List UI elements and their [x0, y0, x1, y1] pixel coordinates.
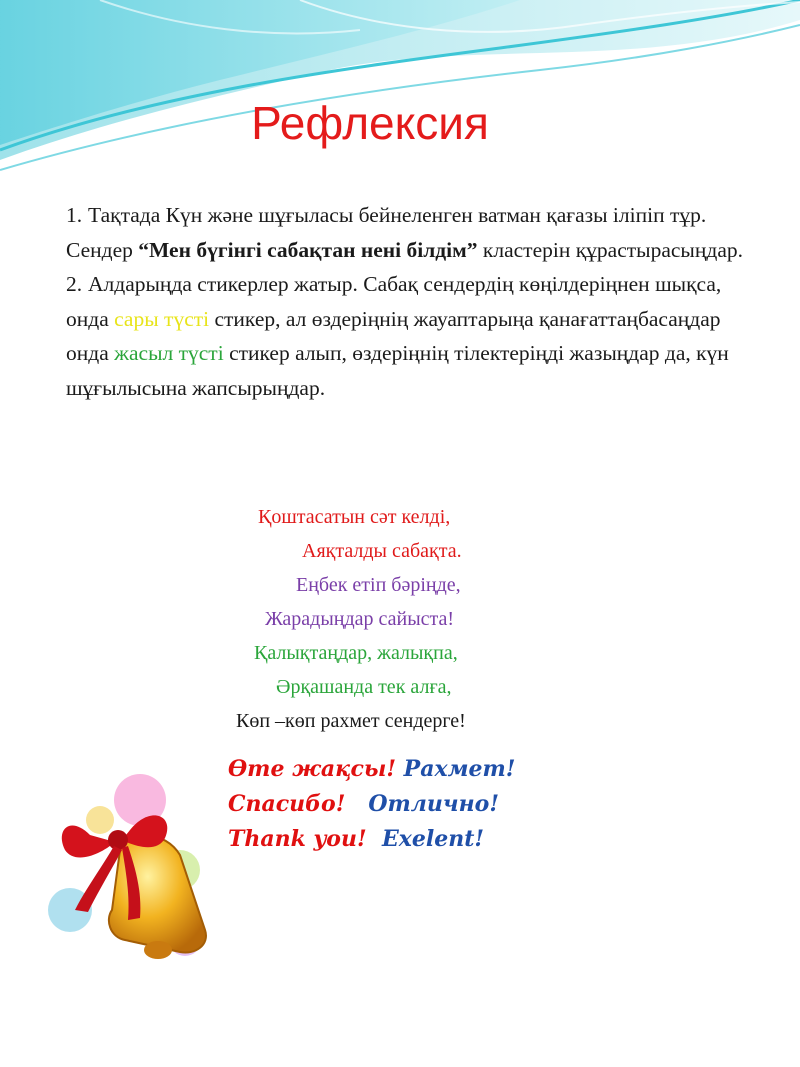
cluster-title-quote: “Мен бүгінгі сабақтан нені білдім”: [138, 237, 478, 262]
poem-line: Жарадыңдар сайыста!: [265, 608, 455, 630]
page-title: Рефлексия: [251, 97, 489, 149]
green-sticker-text: жасыл түсті: [114, 341, 224, 365]
instruction-number: 1.: [66, 203, 83, 227]
instruction-text: Алдарыңда стикерлер жатыр. Сабақ сендердің көңілдеріңнен шықса, онда: [66, 272, 722, 331]
thanks-row-russian: [228, 787, 515, 822]
thanks-phrase: Спасибо!: [228, 791, 346, 817]
thanks-block: [228, 752, 515, 857]
instruction-text: кластерін құрастырасыңдар.: [477, 237, 743, 262]
poem-line: Еңбек етіп бәріңде,: [296, 574, 461, 596]
instruction-number: 2.: [66, 272, 83, 296]
thanks-phrase: Отлично!: [368, 791, 499, 817]
instructions-block: [66, 198, 756, 405]
instruction-text: стикер алып, өздеріңнің тілектеріңді жазыңдар да, күн шұғылысына жапсырыңдар.: [66, 341, 729, 400]
thanks-phrase: Өте жақсы!: [228, 756, 396, 782]
thanks-row-kazakh: [228, 752, 515, 787]
yellow-sticker-text: сары түсті: [114, 306, 210, 331]
thanks-phrase: Exelent!: [381, 826, 485, 852]
bell-with-red-bow-icon: [30, 760, 230, 990]
instruction-1: [66, 198, 756, 267]
thanks-phrase: Thank you!: [228, 826, 367, 852]
poem-line: Көп –көп рахмет сендерге!: [236, 710, 466, 732]
thanks-phrase: Рахмет!: [403, 756, 516, 782]
poem-line: Әрқашанда тек алға,: [276, 676, 452, 698]
thanks-row-english: [228, 822, 515, 857]
instruction-2: [66, 267, 756, 405]
poem-line: Қалықтаңдар, жалықпа,: [254, 642, 458, 664]
instruction-text: Тақтада Күн және шұғыласы бейнеленген ватман қағазы іліпіп тұр. Сендер: [66, 203, 707, 262]
poem-line: Аяқталды сабақта.: [302, 540, 462, 562]
instruction-text: стикер, ал өздеріңнің жауаптарыңа қанағаттаңбасаңдар онда: [66, 306, 721, 365]
poem-line: Қоштасатын сәт келді,: [258, 506, 451, 528]
